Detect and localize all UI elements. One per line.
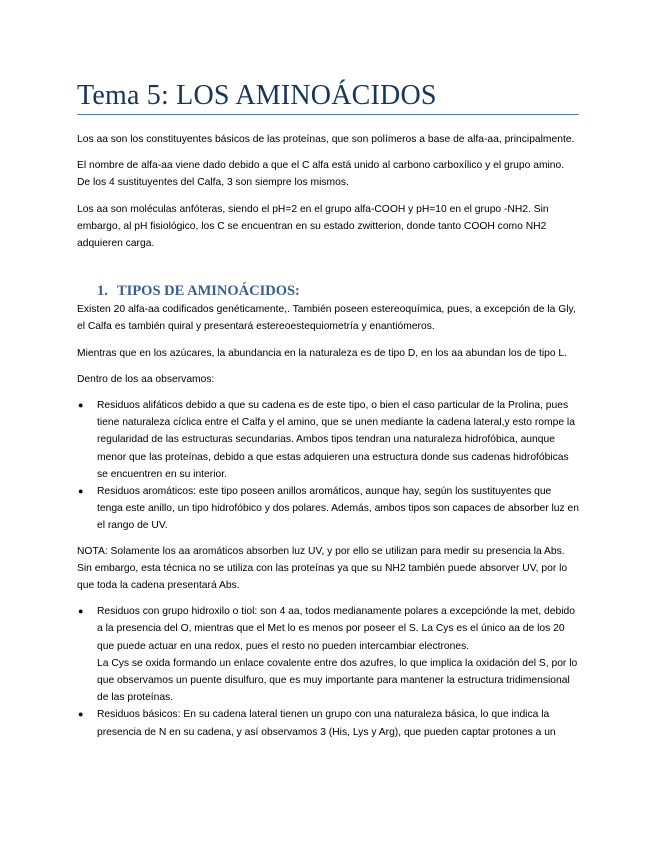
intro-paragraph-3: Los aa son moléculas anfóteras, siendo el pH=2 en el grupo alfa-COOH y pH=10 en el grupo -NH2. Sin embargo, al pH fisiológico, los C se encuentran en su estado zwitterion, donde tanto COOH como NH2 adquieren carga. (77, 203, 549, 250)
page-title: Tema 5: LOS AMINOÁCIDOS (77, 80, 437, 111)
section-heading-text: TIPOS DE AMINOÁCIDOS: (117, 283, 300, 300)
bullet-icon: ● (78, 606, 84, 617)
intro-paragraph-2: El nombre de alfa-aa viene dado debido a que el C alfa está unido al carbono carboxílico y el grupo amino. De los 4 sustituyentes del Calfa, 3 son siempre los mismos. (77, 160, 565, 189)
list-item (77, 706, 579, 740)
intro-paragraph-1: Los aa son los constituyentes básicos de las proteínas, que son polímeros a base de alfa-aa, principalmente. (77, 134, 575, 145)
section-paragraph-3: Dentro de los aa observamos: (77, 373, 215, 385)
note-paragraph: NOTA: Solamente los aa aromáticos absorben luz UV, y por ello se utilizan para medir su presencia la Abs. Sin embargo, esta técnica no se utiliza con las proteínas ya que su NH2 también puede absorver UV, por lo que toda la cadena presentará Abs. (77, 545, 568, 592)
bullet-icon: ● (78, 486, 84, 497)
list-item (77, 397, 579, 483)
bullet-list-b (77, 603, 579, 741)
list-item-text: Residuos con grupo hidroxilo o tiol: son 4 aa, todos medianamente polares a excepciónde la met, debido a la presencia del O, mientras que el Met lo es menos por poseer el S. La Cys es el único aa de los 20 que puede actuar en una redox, pues el resto no pueden intercambiar electrones. (97, 606, 575, 652)
title-underline (77, 114, 579, 115)
bullet-icon: ● (78, 709, 84, 720)
section-paragraph-1: Existen 20 alfa-aa codificados genéticamente,. También poseen estereoquímica, pues, a excepción de la Gly, el Calfa es también quiral y presentará estereoestequiometría y enantiómeros. (77, 304, 576, 333)
list-item-text: Residuos alifáticos debido a que su cadena es de este tipo, o bien el caso particular de la Prolina, pues tiene naturaleza cíclica entre el Calfa y el amino, que se unen mediante la cadena lateral,y esto rompe la regularidad de las estructuras secundarias. Ambos tipos tendran una naturaleza hidrofóbica, aunque menor que las proteínas, debido a que estas adquieren una estructura donde sus cadenas hidrofóbicas se encuentren en su interior. (97, 400, 575, 480)
section-paragraph-2: Mientras que en los azúcares, la abundancia en la naturaleza es de tipo D, en los aa abundan los de tipo L. (77, 347, 568, 359)
list-item-text: Residuos aromáticos: este tipo poseen anillos aromáticos, aunque hay, según los sustituyentes que tenga este anillo, un tipo hidrofóbico y dos polares. Además, ambos tipos son capaces de absorber luz en el rango de UV. (97, 486, 579, 532)
bullet-icon: ● (78, 400, 84, 411)
bullet-list-a (77, 397, 579, 535)
section-number: 1. (97, 283, 108, 300)
list-item-text: Residuos básicos: En su cadena lateral tienen un grupo con una naturaleza básica, lo que indica la presencia de N en su cadena, y así observamos 3 (His, Lys y Arg), que pueden captar protones a un (97, 709, 556, 738)
section-heading (97, 282, 579, 300)
document-body (77, 131, 579, 749)
list-item (77, 483, 579, 535)
list-item-continuation: La Cys se oxida formando un enlace covalente entre dos azufres, lo que implica la oxidación del S, por lo que observamos un puente disulfuro, que es muy importante para mantener la estructura tridimensional de las proteínas. (97, 657, 578, 704)
list-item (77, 603, 579, 706)
